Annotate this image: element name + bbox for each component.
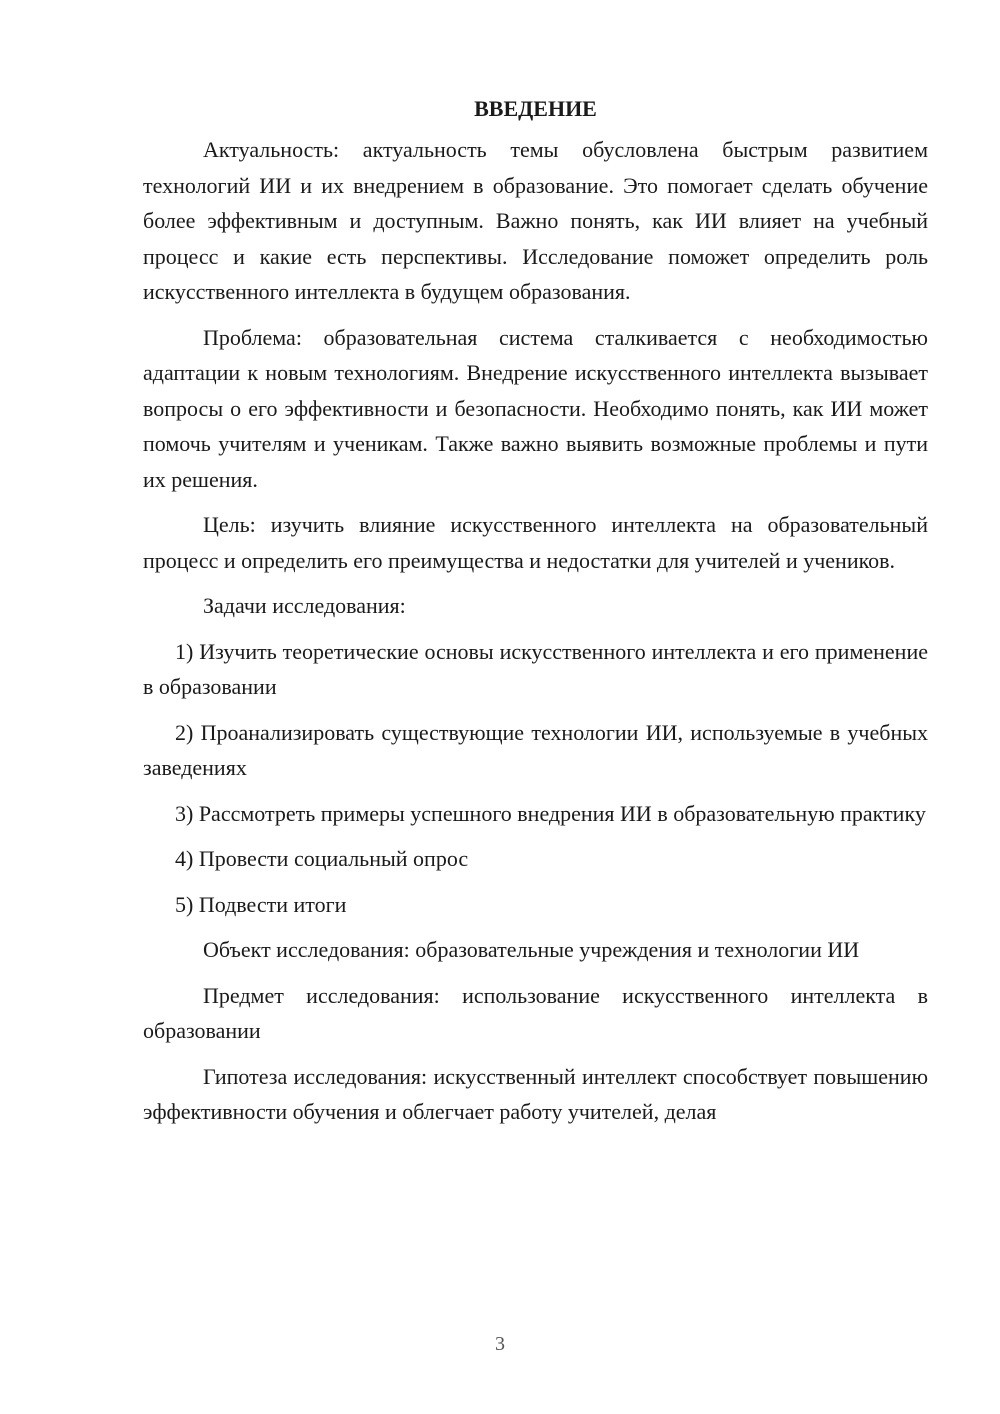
page-number: 3 xyxy=(495,1333,505,1355)
section-title: ВВЕДЕНИЕ xyxy=(474,96,597,121)
task-item-2: 2) Проанализировать существующие технологии ИИ, используемые в учебных заведениях xyxy=(143,719,928,780)
paragraph-relevance: Актуальность: актуальность темы обусловлена быстрым развитием технологий ИИ и их внедрением в образование. Это помогает сделать обучение более эффективным и доступным. Важно понять, как ИИ влияет на учебный процесс и какие есть перспективы. Исследование поможет определить роль искусственного интеллекта в будущем образования. xyxy=(143,137,928,304)
paragraph-hypothesis: Гипотеза исследования: искусственный интеллект способствует повышению эффективности обучения и облегчает работу учителей, делая xyxy=(143,1063,928,1124)
task-item-3: 3) Рассмотреть примеры успешного внедрения ИИ в образовательную практику xyxy=(175,800,926,826)
paragraph-subject: Предмет исследования: использование искусственного интеллекта в образовании xyxy=(143,982,928,1043)
document-page xyxy=(143,92,928,1140)
tasks-heading: Задачи исследования: xyxy=(203,593,406,618)
paragraph-goal: Цель: изучить влияние искусственного интеллекта на образовательный процесс и определить его преимущества и недостатки для учителей и учеников. xyxy=(143,512,928,573)
task-item-4: 4) Провести социальный опрос xyxy=(175,846,469,871)
paragraph-object: Объект исследования: образовательные учреждения и технологии ИИ xyxy=(203,937,860,962)
task-item-1: 1) Изучить теоретические основы искусственного интеллекта и его применение в образовании xyxy=(143,638,928,699)
paragraph-problem: Проблема: образовательная система сталкивается с необходимостью адаптации к новым технологиям. Внедрение искусственного интеллекта вызывает вопросы о его эффективности и безопасности. Необходимо понять, как ИИ может помочь учителям и ученикам. Также важно выявить возможные проблемы и пути их решения. xyxy=(143,324,928,492)
task-item-5: 5) Подвести итоги xyxy=(175,891,347,917)
